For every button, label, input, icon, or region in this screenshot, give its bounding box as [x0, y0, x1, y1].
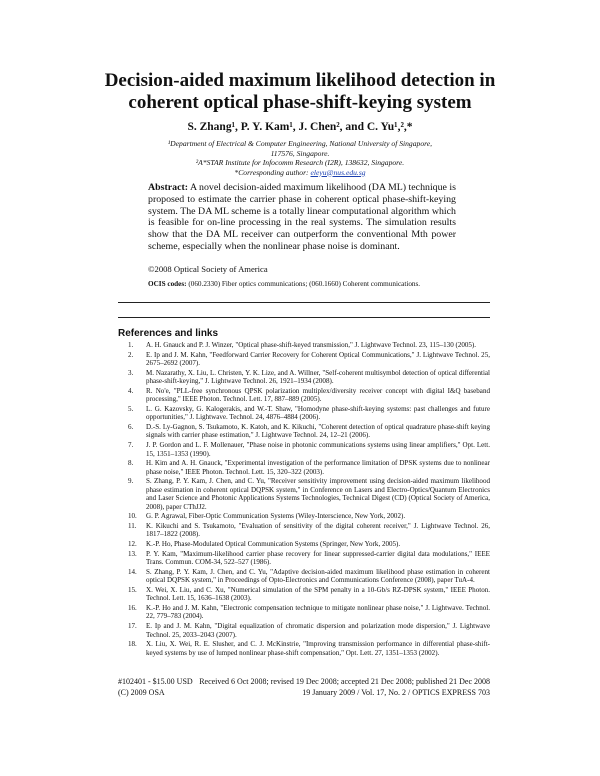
- reference-number: 10.: [128, 512, 137, 521]
- reference-text: A. H. Gnauck and P. J. Winzer, "Optical phase-shift-keyed transmission," J. Lightwave Technol. 23, 115–130 (2005).: [146, 341, 477, 349]
- corresponding-author: [100, 168, 500, 178]
- reference-text: J. P. Gordon and L. F. Mollenauer, "Phase noise in photonic communications systems using linear amplifiers," Opt. Lett. 15, 1351–1353 (1990).: [146, 441, 490, 458]
- reference-number: 14.: [128, 567, 137, 576]
- reference-item: [118, 405, 490, 422]
- reference-text: K. Kikuchi and S. Tsukamoto, "Evaluation of sensitivity of the digital coherent receiver," J. Lightwave Technol. 26, 1817–1822 (2008).: [146, 521, 490, 539]
- paper-title: [60, 70, 540, 114]
- reference-item: [118, 369, 490, 386]
- reference-text: K.-P. Ho and J. M. Kahn, "Electronic compensation technique to mitigate nonlinear phase noise," J. Lightwave. Technol. 22, 779–783 (2004).: [146, 603, 490, 621]
- reference-text: R. No'e, "PLL-free synchronous QPSK polarization multiplex/diversity receiver concept with digital I&Q baseband processing," IEEE Photon. Technol. Lett. 17, 887–889 (2005).: [146, 386, 490, 404]
- reference-number: 16.: [128, 603, 137, 612]
- reference-item: [118, 341, 490, 350]
- reference-number: 7.: [128, 441, 134, 450]
- reference-number: 17.: [128, 621, 137, 630]
- reference-item: [118, 540, 490, 549]
- reference-number: 12.: [128, 540, 137, 549]
- reference-item: [118, 586, 490, 603]
- reference-text: E. Ip and J. M. Kahn, "Digital equalization of chromatic dispersion and polarization mode dispersion," J. Lightwave Technol. 25, 2033–2043 (2007).: [146, 621, 490, 639]
- author-list: S. Zhang¹, P. Y. Kam¹, J. Chen², and C. Yu¹,²,*: [187, 121, 413, 133]
- reference-text: P. Y. Kam, "Maximum-likelihood carrier phase recovery for linear suppressed-carrier digital data modulations," IEEE Trans. Commun. COM-34, 522–527 (1986).: [146, 549, 490, 567]
- reference-text: X. Liu, X. Wei, R. E. Slusher, and C. J. McKinstrie, "Improving transmission performance in differential phase-shift-keyed systems by use of lumped nonlinear phase-shift compensation," Opt. Lett. 27, 1351–1353 (2002).: [146, 640, 490, 657]
- reference-number: 4.: [128, 386, 134, 395]
- reference-item: [118, 640, 490, 657]
- journal-citation: 19 January 2009 / Vol. 17, No. 2 / OPTICS EXPRESS 703: [302, 688, 490, 697]
- reference-item: [118, 512, 490, 521]
- affiliation-line: 117576, Singapore.: [270, 148, 330, 158]
- reference-text: S. Zhang, P. Y. Kam, J. Chen, and C. Yu, "Receiver sensitivity improvement using decision-aided maximum likelihood phase estimation in coherent optical DQPSK system," in Conference on Lasers and Electro-Optics/Quantum Electronics and Laser Science and Photonic Applications Systems Technologies, Technical Digest (CD) (Optical Society of America, 2008), paper CThJJ2.: [146, 477, 490, 511]
- reference-text: M. Nazarathy, X. Liu, L. Christen, Y. K. Lize, and A. Willner, "Self-coherent multisymbol detection of optical differential phase-shift-keying," J. Lightwave Technol. 26, 1921–1934 (2008).: [146, 368, 490, 386]
- affiliation-line: ¹Department of Electrical & Computer Engineering, National University of Singapore,: [167, 139, 433, 148]
- reference-text: X. Wei, X. Liu, and C. Xu, "Numerical simulation of the SPM penalty in a 10-Gb/s RZ-DPSK system," IEEE Photon. Technol. Lett. 15, 1636–1638 (2003).: [146, 585, 490, 603]
- reference-item: [118, 550, 490, 567]
- ocis-codes: [148, 280, 478, 288]
- ocis-label: OCIS codes:: [148, 280, 187, 288]
- reference-number: 6.: [128, 422, 134, 431]
- reference-number: 18.: [128, 640, 137, 649]
- abstract-label: Abstract:: [148, 182, 189, 193]
- reference-item: [118, 522, 490, 539]
- reference-item: [118, 568, 490, 585]
- affiliations: [100, 139, 500, 177]
- title-line-1: Decision-aided maximum likelihood detection in: [104, 70, 496, 91]
- reference-item: [118, 441, 490, 458]
- reference-item: [118, 351, 490, 368]
- reference-text: H. Kim and A. H. Gnauck, "Experimental investigation of the performance limitation of DPSK systems due to nonlinear phase noise," IEEE Photon. Technol. Lett. 15, 320–322 (2003).: [146, 459, 490, 476]
- copyright-notice: ©2008 Optical Society of America: [148, 264, 268, 274]
- reference-number: 3.: [128, 368, 134, 377]
- reference-item: [118, 604, 490, 621]
- references-heading: References and links: [118, 328, 219, 339]
- reference-number: 1.: [128, 341, 134, 349]
- affiliation-line: ²A*STAR Institute for Infocomm Research (I2R), 138632, Singapore.: [195, 158, 405, 167]
- reference-number: 9.: [128, 477, 134, 486]
- reference-number: 13.: [128, 549, 137, 558]
- reference-list: [118, 341, 490, 658]
- reference-item: [118, 423, 490, 440]
- reference-item: [118, 622, 490, 639]
- reference-text: E. Ip and J. M. Kahn, "Feedforward Carrier Recovery for Coherent Optical Communications," J. Lightwave Technol. 25, 2675–2692 (2007).: [146, 350, 490, 368]
- title-line-2: coherent optical phase-shift-keying system: [128, 92, 472, 113]
- reference-number: 2.: [128, 350, 134, 359]
- reference-item: [118, 459, 490, 476]
- reference-text: L. G. Kazovsky, G. Kalogerakis, and W.-T. Shaw, "Homodyne phase-shift-keying systems: past challenges and future opportunities," J. Lightwave. Technol. 24, 4876–4884 (2006).: [146, 404, 490, 422]
- reference-text: D.-S. Ly-Gagnon, S. Tsukamoto, K. Katoh, and K. Kikuchi, "Coherent detection of optical quadrature phase-shift keying signals with carrier phase estimation," J. Lightwave Technol. 24, 12–21 (2006).: [146, 422, 490, 440]
- email-link[interactable]: eleyu@nus.edu.sg: [310, 167, 366, 177]
- document-id: #102401 - $15.00 USD: [118, 677, 193, 686]
- reference-text: G. P. Agrawal, Fiber-Optic Communication Systems (Wiley-Interscience, New York, 2002).: [146, 512, 406, 521]
- reference-text: S. Zhang, P. Y. Kam, J. Chen, and C. Yu, "Adaptive decision-aided maximum likelihood phase estimation in coherent optical DQPSK system," in Proceedings of Opto-Electronics and Communications Conference (2008), paper TuA-4.: [146, 567, 490, 585]
- abstract: [148, 182, 456, 253]
- reference-number: 11.: [128, 521, 137, 530]
- received-dates: Received 6 Oct 2008; revised 19 Dec 2008; accepted 21 Dec 2008; published 21 Dec 2008: [199, 677, 490, 686]
- reference-number: 8.: [128, 459, 134, 468]
- reference-text: K.-P. Ho, Phase-Modulated Optical Communication Systems (Springer, New York, 2005).: [146, 540, 401, 549]
- osa-copyright: (C) 2009 OSA: [118, 688, 165, 697]
- ocis-text: (060.2330) Fiber optics communications; (060.1660) Coherent communications.: [186, 280, 421, 288]
- corresponding-label: *Corresponding author:: [234, 167, 311, 177]
- section-divider: [118, 302, 490, 303]
- reference-item: [118, 477, 490, 511]
- reference-number: 15.: [128, 585, 137, 594]
- section-divider: [118, 317, 490, 318]
- abstract-text: A novel decision-aided maximum likelihood (DA ML) technique is proposed to estimate the carrier phase in coherent optical phase-shift-keying system. The DA ML scheme is a totally linear computational algorithm which is feasible for on-line processing in the real systems. The simulation results show that the DA ML receiver can outperform the conventional Mth power scheme, especially when the nonlinear phase noise is dominant.: [148, 182, 456, 252]
- reference-number: 5.: [128, 404, 134, 413]
- reference-item: [118, 387, 490, 404]
